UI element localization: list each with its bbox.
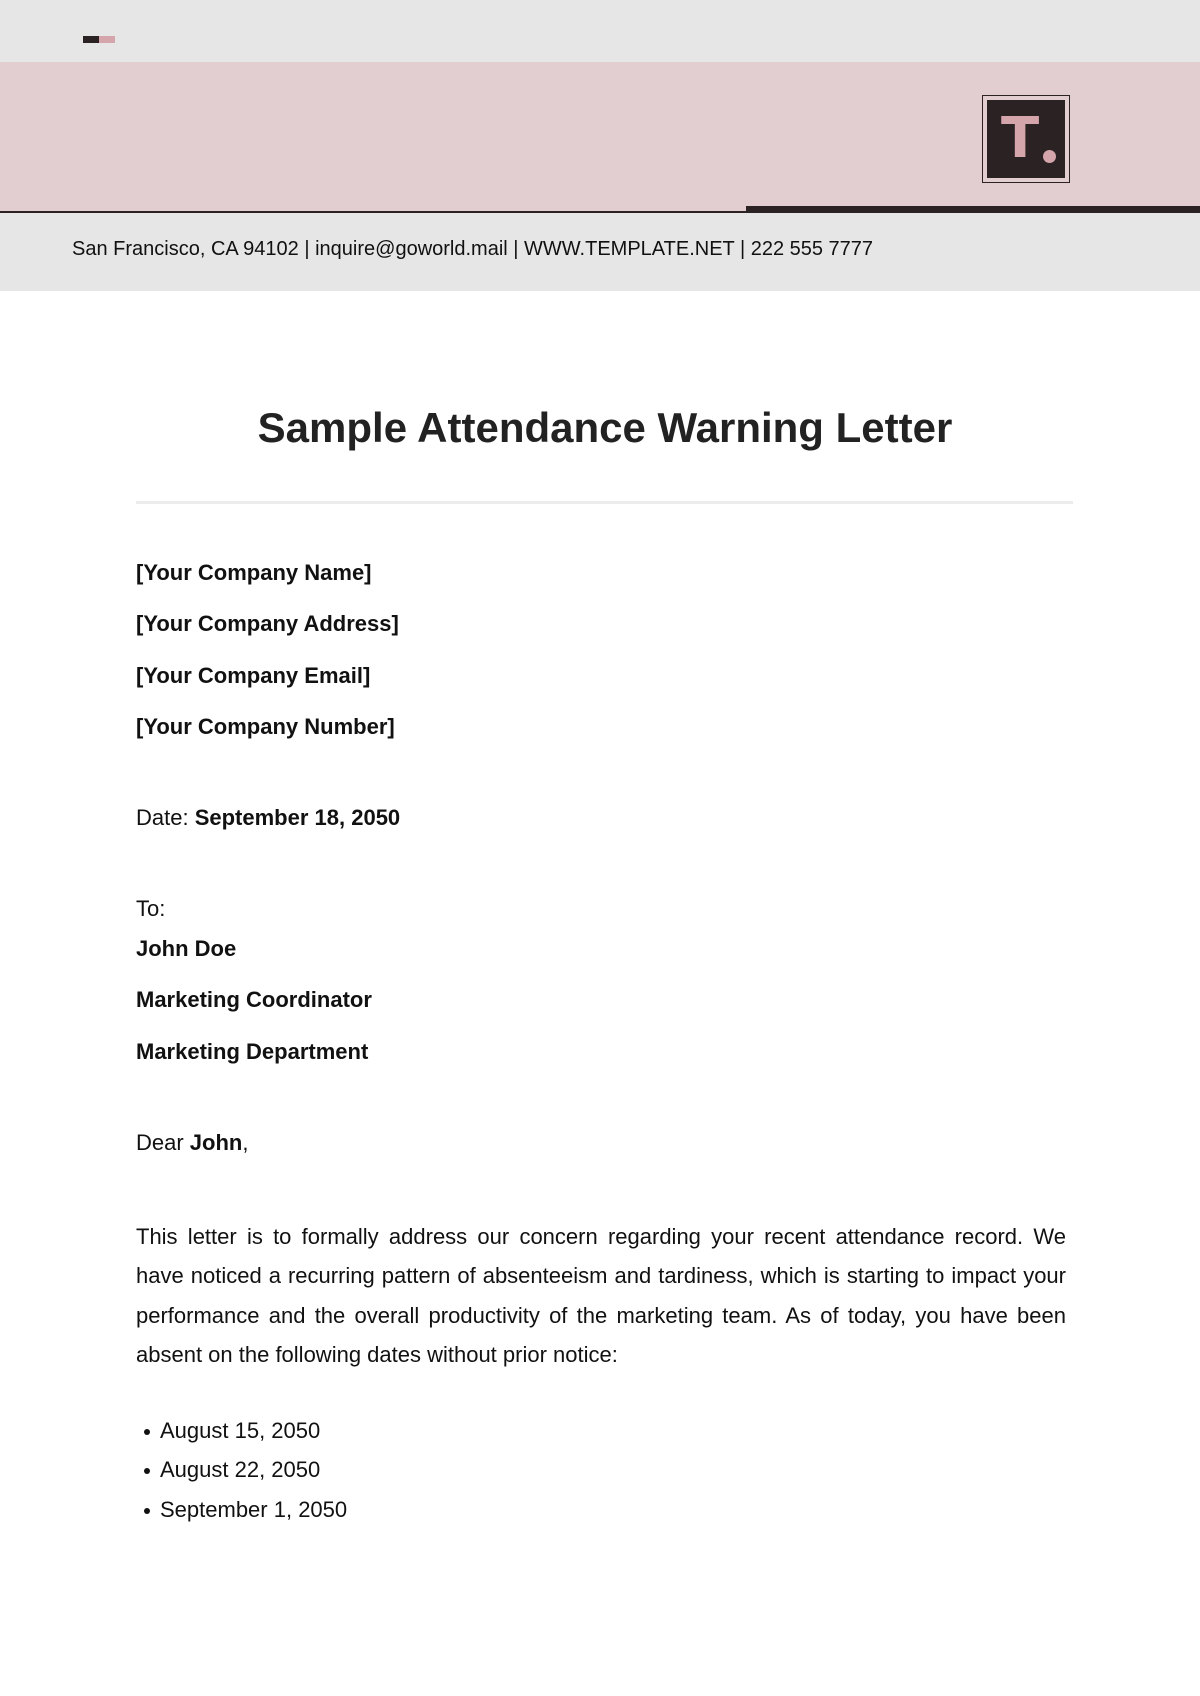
body-paragraph: This letter is to formally address our concern regarding your recent attendance record. We have noticed a recurring pattern of absenteeism and tardiness, which is starting to impact your performance and the overall productivity of the marketing team. As of today, you have been absent on the following dates without prior notice: (136, 1224, 1066, 1368)
title-divider (136, 501, 1073, 504)
logo-box (987, 100, 1065, 178)
company-logo (982, 95, 1070, 183)
absence-dates-list (136, 1411, 347, 1529)
sender-company-name: [Your Company Name] (136, 560, 372, 585)
to-label: To: (136, 896, 166, 921)
logo-letter: T (1001, 106, 1040, 171)
list-item (136, 1490, 347, 1529)
date-label: Date: (136, 805, 195, 830)
recipient-name: John Doe (136, 936, 237, 961)
date-line (136, 803, 400, 833)
sender-company-address: [Your Company Address] (136, 611, 399, 636)
brand-mark-dark-segment (83, 36, 99, 43)
absence-date: August 22, 2050 (160, 1457, 321, 1483)
recipient-title: Marketing Coordinator (136, 987, 372, 1012)
date-value: September 18, 2050 (194, 805, 401, 830)
brand-mini-mark (83, 36, 115, 43)
contact-info: San Francisco, CA 94102 | inquire@goworld.mail | WWW.TEMPLATE.NET | 222 555 7777 (72, 238, 874, 260)
bullet-icon (144, 1429, 150, 1435)
salutation-prefix: Dear (136, 1130, 190, 1155)
recipient-department: Marketing Department (136, 1039, 369, 1064)
absence-date: September 1, 2050 (160, 1496, 348, 1522)
salutation-name: John (189, 1130, 243, 1155)
absence-date: August 15, 2050 (160, 1418, 321, 1443)
salutation (136, 1128, 248, 1158)
top-strip (0, 0, 1200, 62)
list-item (136, 1450, 347, 1489)
sender-company-email: [Your Company Email] (136, 663, 371, 688)
logo-dot (1043, 150, 1056, 163)
bullet-icon (144, 1508, 150, 1514)
salutation-suffix: , (242, 1130, 249, 1155)
document-title: Sample Attendance Warning Letter (257, 404, 953, 451)
brand-mark-pink-segment (99, 36, 115, 43)
bullet-icon (144, 1468, 150, 1474)
list-item (136, 1411, 347, 1450)
sender-company-number: [Your Company Number] (136, 714, 395, 739)
